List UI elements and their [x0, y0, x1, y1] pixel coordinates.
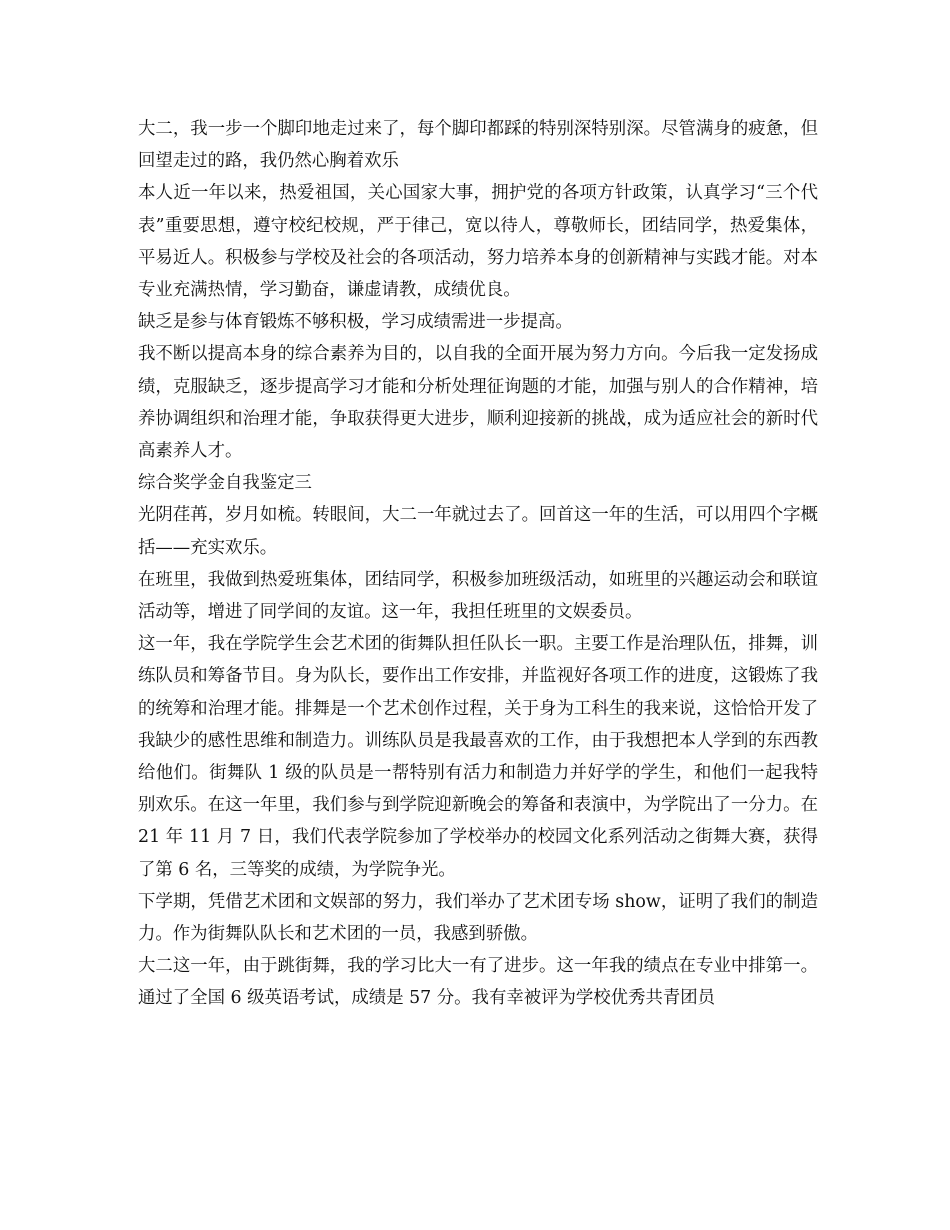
paragraph-6: 在班里，我做到热爱班集体，团结同学，积极参加班级活动，如班里的兴趣运动会和联谊活动等，增进了同学间的友谊。这一年，我担任班里的文娱委员。 [138, 569, 818, 623]
paragraph-3: 缺乏是参与体育锻炼不够积极，学习成绩需进一步提高。 [138, 312, 573, 333]
document-body [138, 113, 818, 1015]
paragraph-7: 这一年，我在学院学生会艺术团的街舞队担任队长一职。主要工作是治理队伍，排舞，训练队员和筹备节目。身为队长，要作出工作安排，并监视好各项工作的进度，这锻炼了我的统筹和治理才能。排舞是一个艺术创作过程，关于身为工科生的我来说，这恰恰开发了我缺少的感性思维和制造力。训练队员是我最喜欢的工作，由于我想把本人学到的东西教给他们。街舞队 1 级的队员是一帮特别有活力和制造力并好学的学生，和他们一起我特别欢乐。在这一年里，我们参与到学院迎新晚会的筹备和表演中，为学院出了一分力。在 21 年 11 月 7 日，我们代表学院参加了学校举办的校园文化系列活动之街舞大赛，获得了第 6 名，三等奖的成绩，为学院争光。 [138, 634, 818, 880]
section-heading: 综合奖学金自我鉴定三 [138, 473, 312, 494]
paragraph-2: 本人近一年以来，热爱祖国，关心国家大事，拥护党的各项方针政策，认真学习“三个代表”重要思想，遵守校纪校规，严于律己，宽以待人，尊敬师长，团结同学，热爱集体，平易近人。积极参与学校及社会的各项活动，努力培养本身的创新精神与实践才能。对本专业充满热情，学习勤奋，谦虚请教，成绩优良。 [138, 183, 818, 301]
paragraph-1: 大二，我一步一个脚印地走过来了，每个脚印都踩的特别深特别深。尽管满身的疲惫，但回望走过的路，我仍然心胸着欢乐 [138, 119, 818, 172]
paragraph-9: 大二这一年，由于跳街舞，我的学习比大一有了进步。这一年我的绩点在专业中排第一。通过了全国 6 级英语考试，成绩是 57 分。我有幸被评为学校优秀共青团员 [138, 956, 818, 1009]
paragraph-4: 我不断以提高本身的综合素养为目的，以自我的全面开展为努力方向。今后我一定发扬成绩，克服缺乏，逐步提高学习才能和分析处理征询题的才能，加强与别人的合作精神，培养协调组织和治理才能，争取获得更大进步，顺利迎接新的挑战，成为适应社会的新时代高素养人才。 [138, 344, 818, 462]
paragraph-5: 光阴荏苒，岁月如梳。转眼间，大二一年就过去了。回首这一年的生活，可以用四个字概括——充实欢乐。 [138, 505, 818, 558]
paragraph-8: 下学期，凭借艺术团和文娱部的努力，我们举办了艺术团专场 show，证明了我们的制造力。作为街舞队队长和艺术团的一员，我感到骄傲。 [138, 891, 818, 945]
